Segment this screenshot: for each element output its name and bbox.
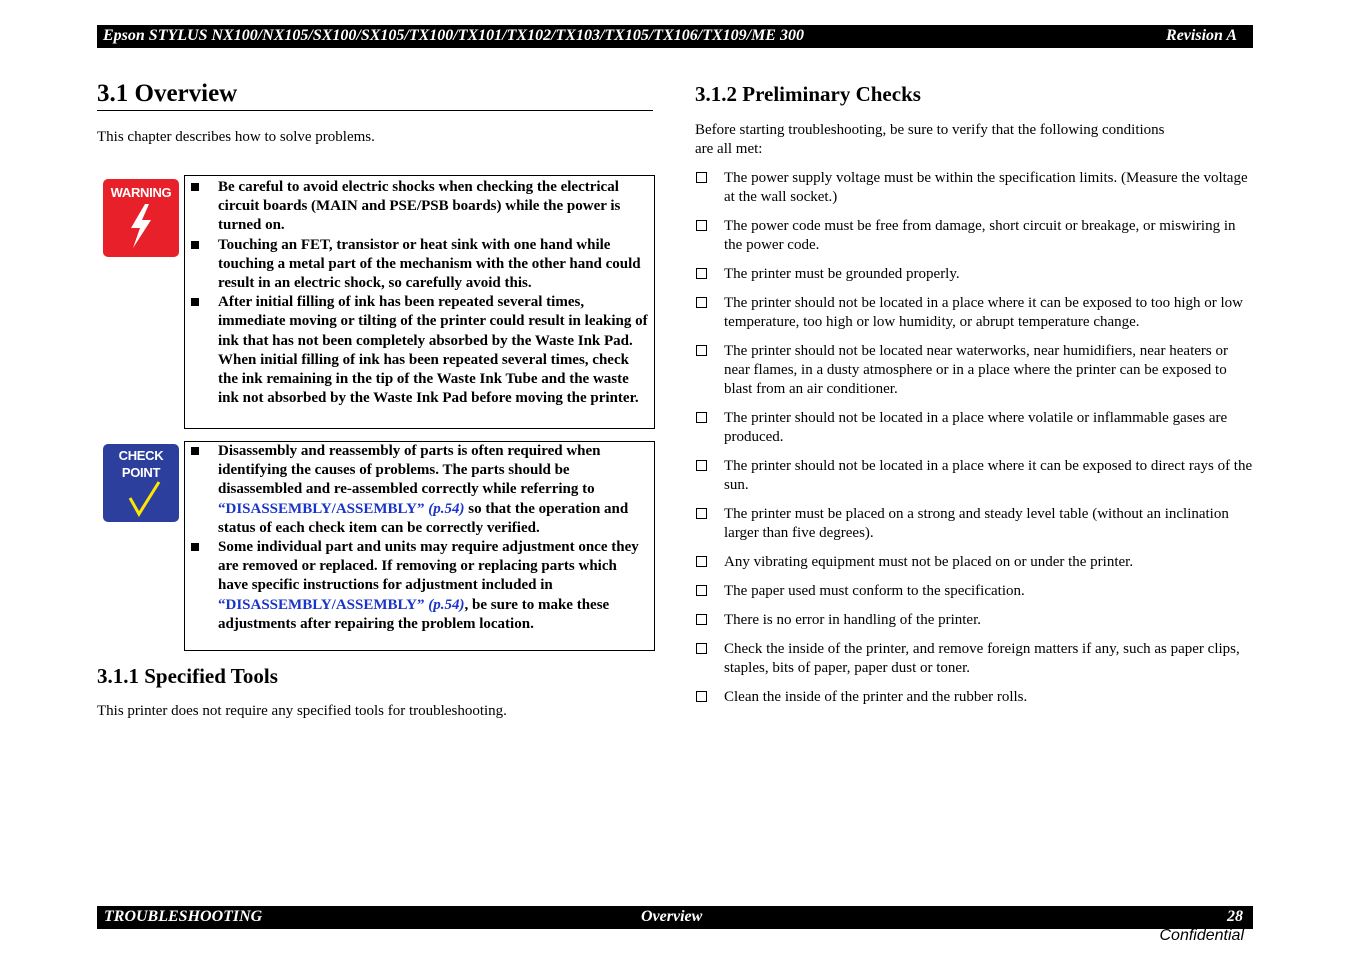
- check-item: The printer should not be located in a place where it can be exposed to direct rays of the sun.: [695, 457, 1255, 495]
- checkbox-icon: [696, 643, 707, 654]
- checkbox-icon: [696, 691, 707, 702]
- revision-label: Revision A: [1166, 27, 1237, 44]
- page-footer: [97, 906, 1253, 929]
- section-intro: This chapter describes how to solve problems.: [97, 129, 375, 145]
- check-item: The printer should not be located near waterworks, near humidifiers, near heaters or near flames, in a dusty atmosphere or in a place where the printer can be exposed to blast from an air conditioner.: [695, 342, 1255, 399]
- preliminary-heading: 3.1.2 Preliminary Checks: [695, 82, 921, 106]
- footer-chapter: TROUBLESHOOTING: [104, 908, 263, 925]
- disassembly-link[interactable]: “DISASSEMBLY/ASSEMBLY” (p.54): [218, 596, 465, 613]
- check-item: The printer must be grounded properly.: [695, 265, 1255, 284]
- checkbox-icon: [696, 508, 707, 519]
- warning-box: [184, 175, 655, 429]
- check-item: The printer must be placed on a strong and steady level table (without an inclination larger than five degrees).: [695, 505, 1255, 543]
- warning-item: Touching an FET, transistor or heat sink with one hand while touching a metal part of the mechanism with the other hand could result in an electric shock, so carefully avoid this.: [185, 236, 648, 294]
- disassembly-link[interactable]: “DISASSEMBLY/ASSEMBLY” (p.54): [218, 500, 465, 517]
- footer-section: Overview: [641, 908, 703, 925]
- checkbox-icon: [696, 614, 707, 625]
- checkbox-icon: [696, 585, 707, 596]
- check-item: The printer should not be located in a place where volatile or inflammable gases are produced.: [695, 409, 1255, 447]
- checkpoint-item: Disassembly and reassembly of parts is often required when identifying the causes of problems. The parts should be disassembled and re-assembled correctly while referring to “DISASSEMBLY/ASSEMBLY” (p.54) so that the operation and status of each check item can be correctly verified.: [185, 442, 648, 538]
- checkbox-icon: [696, 172, 707, 183]
- check-item: Check the inside of the printer, and remove foreign matters if any, such as paper clips, staples, bits of paper, paper dust or toner.: [695, 640, 1255, 678]
- check-item: The printer should not be located in a place where it can be exposed to too high or low temperature, too high or low humidity, or abrupt temperature change.: [695, 294, 1255, 332]
- page-header: [97, 25, 1253, 48]
- checkbox-icon: [696, 556, 707, 567]
- confidential-label: Confidential: [1159, 927, 1244, 944]
- checkbox-icon: [696, 460, 707, 471]
- warning-item: Be careful to avoid electric shocks when checking the electrical circuit boards (MAIN and PSE/PSB boards) while the power is turned on.: [185, 178, 648, 236]
- checkbox-icon: [696, 268, 707, 279]
- checkpoint-item: Some individual part and units may require adjustment once they are removed or replaced. If removing or replacing parts which have specific instructions for adjustment included in “DISASSEMBLY/ASSEMBLY” (p.54), be sure to make these adjustments after repairing the problem location.: [185, 538, 648, 634]
- checkpoint-box: [184, 441, 655, 651]
- lightning-icon: [121, 202, 161, 250]
- check-item: The paper used must conform to the specification.: [695, 582, 1255, 601]
- check-item: The power code must be free from damage, short circuit or breakage, or miswiring in the power code.: [695, 217, 1255, 255]
- section-title: 3.1 Overview: [97, 80, 653, 111]
- warning-item: After initial filling of ink has been repeated several times, immediate moving or tilting of the printer could result in leaking of ink that has not been completely absorbed by the Waste Ink Pad. When initial filling of ink has been repeated several times, check the ink remaining in the tip of the Waste Ink Tube and the waste ink not absorbed by the Waste Ink Pad before moving the printer.: [185, 293, 648, 408]
- warning-icon-label: WARNING: [110, 185, 172, 200]
- preliminary-checklist: [695, 169, 1255, 717]
- checkmark-icon: [125, 478, 165, 518]
- check-item: Any vibrating equipment must not be placed on or under the printer.: [695, 553, 1255, 572]
- check-icon-label-2: POINT: [121, 465, 161, 480]
- tools-text: This printer does not require any specified tools for troubleshooting.: [97, 703, 507, 719]
- check-point-icon: [103, 444, 179, 522]
- page-number: 28: [1227, 908, 1243, 925]
- check-item: Clean the inside of the printer and the rubber rolls.: [695, 688, 1255, 707]
- checkbox-icon: [696, 412, 707, 423]
- checkbox-icon: [696, 297, 707, 308]
- check-icon-label-1: CHECK: [118, 448, 164, 463]
- document-title: Epson STYLUS NX100/NX105/SX100/SX105/TX100/TX101/TX102/TX103/TX105/TX106/TX109/ME 300: [103, 27, 804, 44]
- warning-icon: [103, 179, 179, 257]
- checkbox-icon: [696, 220, 707, 231]
- check-item: There is no error in handling of the printer.: [695, 611, 1255, 630]
- checkbox-icon: [696, 345, 707, 356]
- check-item: The power supply voltage must be within the specification limits. (Measure the voltage at the wall socket.): [695, 169, 1255, 207]
- preliminary-intro: Before starting troubleshooting, be sure to verify that the following conditions are all met:: [695, 122, 1165, 157]
- tools-heading: 3.1.1 Specified Tools: [97, 664, 278, 688]
